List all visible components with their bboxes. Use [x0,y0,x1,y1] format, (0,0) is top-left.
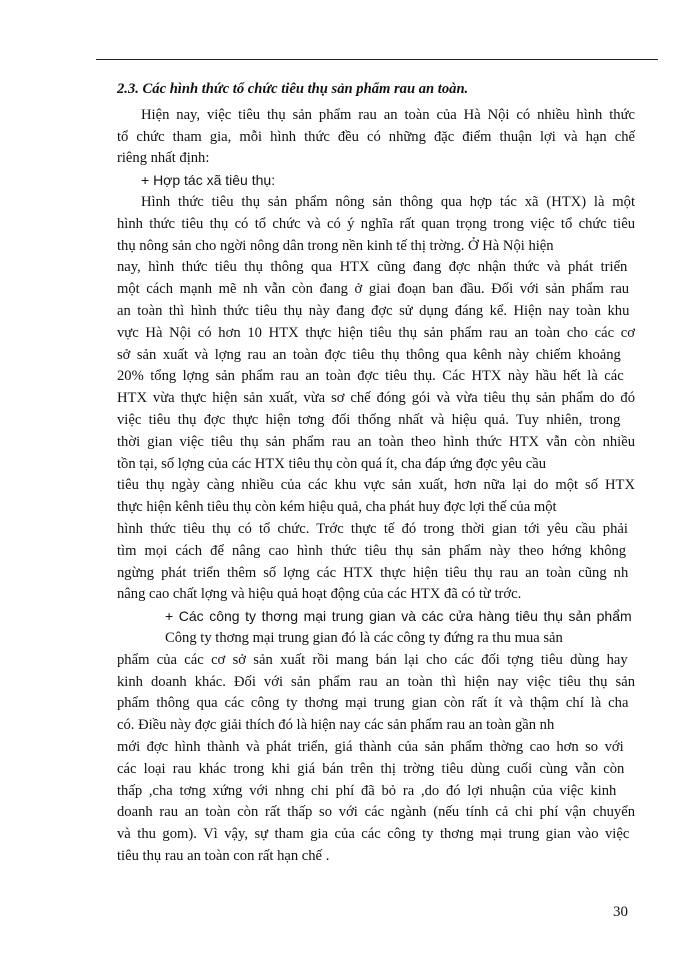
text-line: việc tiêu thụ đợc thực hiện tơng đối thống nhất và hiệu quả. Tuy nhiên, trong [117,411,621,428]
subheading-trading-companies: + Các công ty thơng mại trung gian và các cửa hàng tiêu thụ sản phẩm [165,608,632,625]
text-line: kinh doanh khác. Đối với sản phẩm rau an toàn thì hiện nay việc tiêu thụ sản [117,673,635,690]
text-line: sở sản xuất và lợng rau an toàn đợc tiêu thụ thông qua kênh này chiếm khoảng [117,346,621,363]
text-line: nâng cao chất lợng và hiệu quả hoạt động của các HTX đã có từ trớc. [117,586,522,603]
text-line: an toàn thì hình thức tiêu thụ này đang đợc sử dụng đáng kể. Hiện nay toàn khu [117,302,630,319]
text-line: tiêu thụ rau an toàn con rất hạn chế . [117,847,330,864]
section-heading: 2.3. Các hình thức tổ chức tiêu thụ sản phẩm rau an toàn. [117,81,469,97]
text-line: các loại rau khác trong khi giá bán trên thị trờng tiêu dùng cuối cùng vẫn còn [117,760,625,777]
text-line: tiêu thụ ngày càng nhiều của các khu vực sản xuất, hơn nữa lại do một số HTX [117,477,635,494]
text-line: phẩm của các cơ sở sản xuất rồi mang bán lại cho các đối tợng tiêu dùng hay [117,651,628,668]
text-line: ngừng phát triển thêm số lợng các HTX thực hiện tiêu thụ rau an toàn cũng nh [117,564,629,581]
text-line: thực hiện kênh tiêu thụ còn kém hiệu quả, cha phát huy đợc lợi thế của một [117,499,557,516]
trading-companies-paragraph [117,628,635,868]
text-line: hình thức tiêu thụ có tổ chức và có ý nghĩa rất quan trọng trong việc tổ chức tiêu [117,215,635,232]
page-number: 30 [613,904,628,920]
text-line: thụ nông sản cho ngời nông dân trong nền kinh tế thị trờng. Ở Hà Nội hiện [117,237,554,254]
text-line: Hình thức tiêu thụ sản phẩm nông sản thông qua hợp tác xã (HTX) là một [141,193,635,210]
text-line: thời gian việc tiêu thụ sản phẩm rau an toàn theo hình thức HTX vẫn còn nhiều [117,433,635,450]
text-line: 20% tổng lợng sản phẩm rau an toàn đợc tiêu thụ. Các HTX này hầu hết là các [117,368,624,385]
text-line: Hiện nay, việc tiêu thụ sản phẩm rau an toàn của Hà Nội có nhiều hình thức [141,106,635,123]
text-line: phẩm thông qua các công ty thơng mại trung gian còn rất ít và thậm chí là cha [117,695,629,712]
intro-paragraph [117,105,635,170]
text-line: HTX vừa thực hiện sản xuất, vừa sơ chế đóng gói và vừa tiêu thụ sản phẩm do đó [117,390,635,407]
text-line: tổ chức tham gia, mỗi hình thức đều có những đặc điểm thuận lợi và hạn chế [117,128,635,145]
text-line: có. Điều này đợc giải thích đó là hiện nay các sản phẩm rau an toàn gần nh [117,717,555,734]
subheading-cooperative: + Hợp tác xã tiêu thụ: [141,172,276,189]
text-line: thấp ,cha tơng xứng với nhng chi phí đã bỏ ra ,do đó lợi nhuận của việc kinh [117,782,617,799]
cooperative-paragraph [117,192,635,606]
text-line: mới đợc hình thành và phát triển, giá thành của sản phẩm thờng cao hơn so với [117,738,624,755]
text-line: riêng nhất định: [117,150,210,167]
text-line: Công ty thơng mại trung gian đó là các công ty đứng ra thu mua sản [165,629,563,646]
text-line: và thu gom). Vì vậy, sự tham gia của các công ty thơng mại trung gian vào việc [117,826,630,843]
text-line: hình thức tiêu thụ có tổ chức. Trớc thực tế đó trong thời gian tới yêu cầu phải [117,520,628,537]
text-line: tồn tại, số lợng của các HTX tiêu thụ còn quá ít, cha đáp ứng đợc yêu cầu [117,455,546,472]
page-body [117,79,635,868]
header-rule [96,59,658,60]
text-line: một cách mạnh mẽ nh vẫn còn đang ở giai đoạn ban đầu. Đối với sản phẩm rau [117,281,630,298]
text-line: nay, hình thức tiêu thụ thông qua HTX cũng đang đợc nhận thức và phát triển [117,259,628,276]
text-line: doanh rau an toàn còn rất thấp so với các ngành (nếu tính cả chi phí vận chuyển [117,804,635,821]
text-line: vực Hà Nội có hơn 10 HTX thực hiện tiêu thụ sản phẩm rau an toàn cho các cơ [117,324,635,341]
text-line: tìm mọi cách để nâng cao hình thức tiêu thụ sản phẩm này theo hớng không [117,542,627,559]
